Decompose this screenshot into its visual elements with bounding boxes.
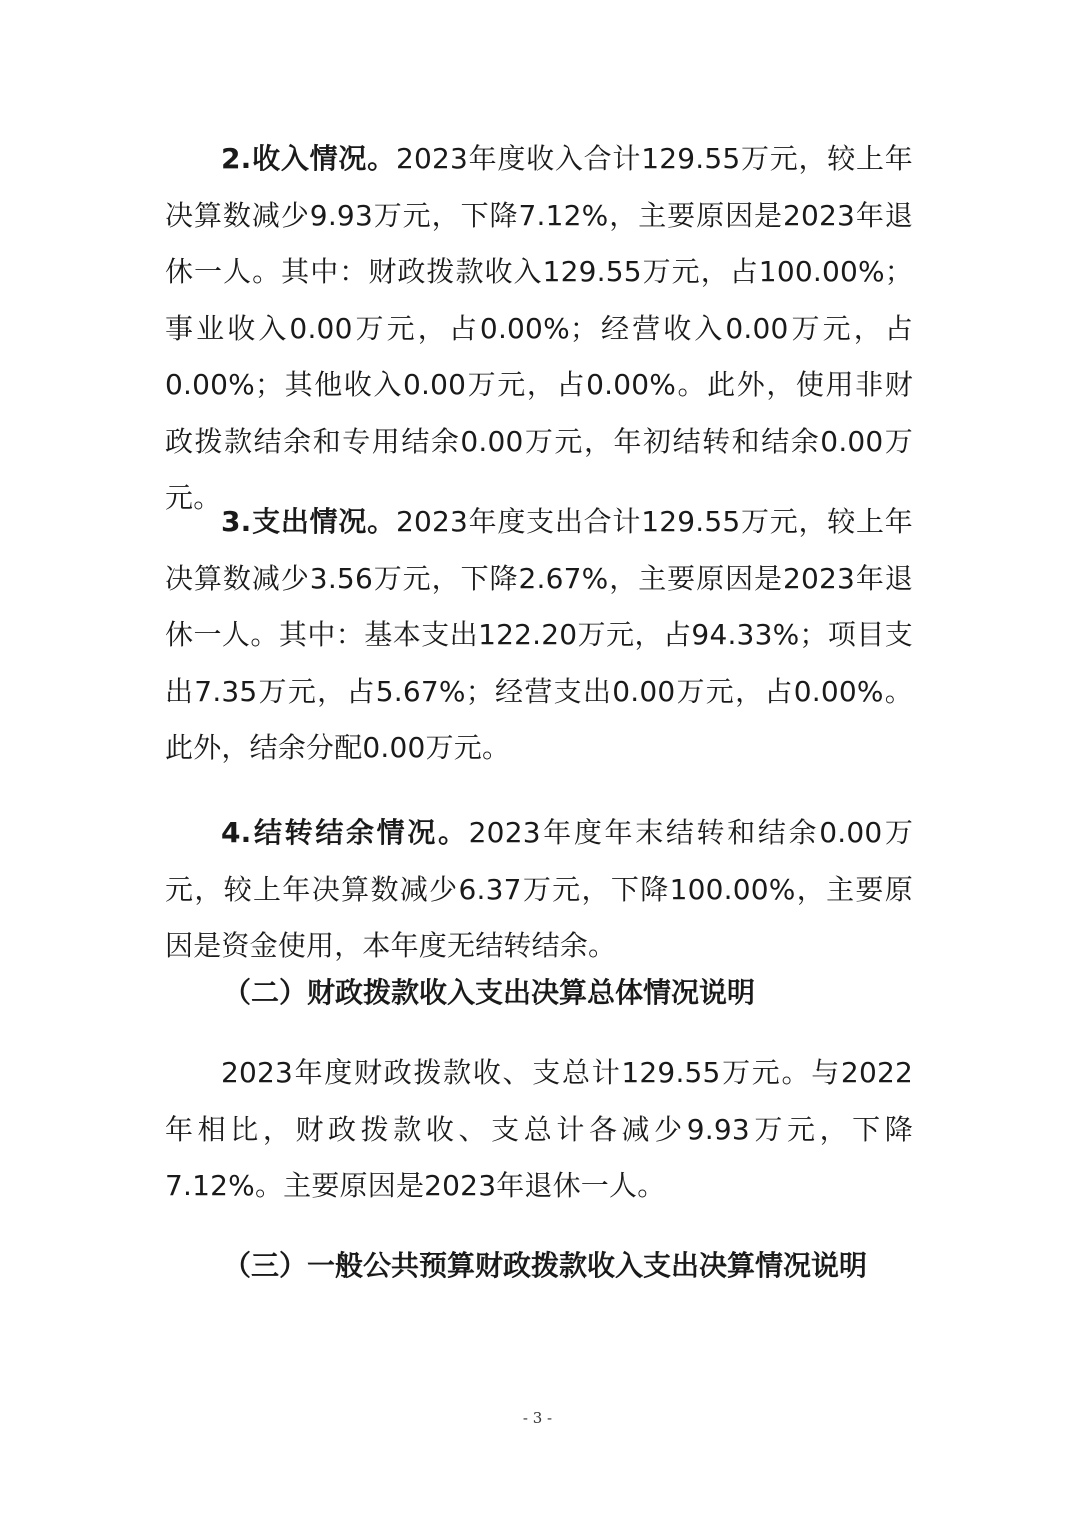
carryover-heading: 4.结转结余情况。	[221, 816, 469, 849]
income-text: 2023年度收入合计129.55万元，较上年决算数减少9.93万元，下降7.12%，主要原因是2023年退休一人。其中：财政拨款收入129.55万元，占100.00%；事业收入0.00万元，占0.00%；经营收入0.00万元，占0.00%；其他收入0.00万元，占0.00%。此外，使用非财政拨款结余和专用结余0.00万元，年初结转和结余0.00万元。	[165, 142, 913, 514]
carryover-paragraph	[165, 805, 913, 975]
section-3-heading: （三）一般公共预算财政拨款收入支出决算情况说明	[223, 1249, 868, 1282]
section-2-paragraph: 2023年度财政拨款收、支总计129.55万元。与2022年相比，财政拨款收、支总计各减少9.93万元，下降7.12%。主要原因是2023年退休一人。	[165, 1056, 913, 1202]
income-paragraph	[165, 131, 913, 527]
section-2-heading: （二）财政拨款收入支出决算总体情况说明	[223, 976, 756, 1009]
expenditure-paragraph	[165, 494, 913, 777]
carryover-text: 2023年度年末结转和结余0.00万元，较上年决算数减少6.37万元，下降100.00%，主要原因是资金使用，本年度无结转结余。	[165, 816, 914, 962]
income-heading: 2.收入情况。	[221, 142, 396, 175]
page-number: - 3 -	[522, 1409, 553, 1427]
expenditure-text: 2023年度支出合计129.55万元，较上年决算数减少3.56万元，下降2.67%，主要原因是2023年退休一人。其中：基本支出122.20万元，占94.33%；项目支出7.35万元，占5.67%；经营支出0.00万元，占0.00%。此外，结余分配0.00万元。	[165, 505, 913, 764]
expenditure-heading: 3.支出情况。	[221, 505, 396, 538]
